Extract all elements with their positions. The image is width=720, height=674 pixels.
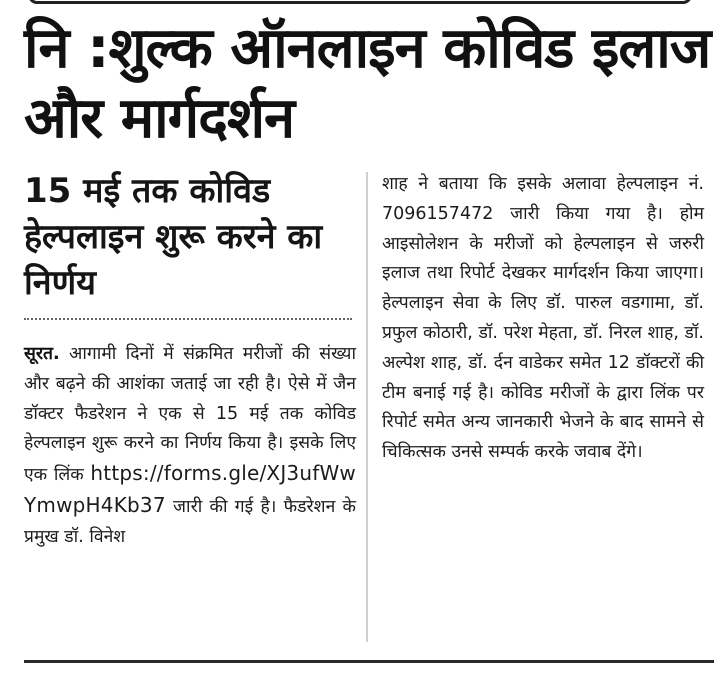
top-frame-border [28,0,692,4]
form-link[interactable]: https://forms.gle/XJ3ufWwYmwpH4Kb37 [24,461,356,517]
bottom-rule [24,660,714,663]
subheadline: 15 मई तक कोविड हेल्पलाइन शुरू करने का निर्णय [24,171,323,303]
headline: नि :शुल्क ऑनलाइन कोविड इलाज और मार्गदर्शन [24,16,711,151]
dateline: सूरत. [24,344,60,364]
body-left-end: जारी की गई है। फैडरेशन के प्रमुख डॉ. विनेश [24,496,356,547]
body-left-intro: आगामी दिनों में संक्रमित मरीजों की संख्या और बढ़ने की आशंका जताई जा रही है। ऐसे में जैन डॉक्टर फैडरेशन ने एक से 15 मई तक कोविड हेल्पलाइन शुरू करने का निर्णय किया है। इसके लिए एक लिंक [24,344,356,486]
dotted-divider [24,318,352,320]
body-column-right: शाह ने बताया कि इसके अलावा हेल्पलाइन नं. 7096157472 जारी किया गया है। होम आइसोलेशन के मरीजों को हेल्पलाइन से जरुरी इलाज तथा रिपोर्ट देखकर मार्गदर्शन किया जाएगा। हेल्पलाइन सेवा के लिए डॉ. पारुल वडगामा, डॉ. प्रफुल कोठारी, डॉ. परेश मेहता, डॉ. निरल शाह, डॉ. अल्पेश शाह, डॉ. र्दन वाडेकर समेत 12 डॉक्टरों की टीम बनाई गई है। कोविड मरीजों के द्वारा लिंक पर रिपोर्ट समेत अन्य जानकारी भेजने के बाद सामने से चिकित्सक उनसे सम्पर्क करके जवाब देंगे। [382,174,704,463]
column-divider [366,172,368,642]
body-column-left [24,340,356,553]
